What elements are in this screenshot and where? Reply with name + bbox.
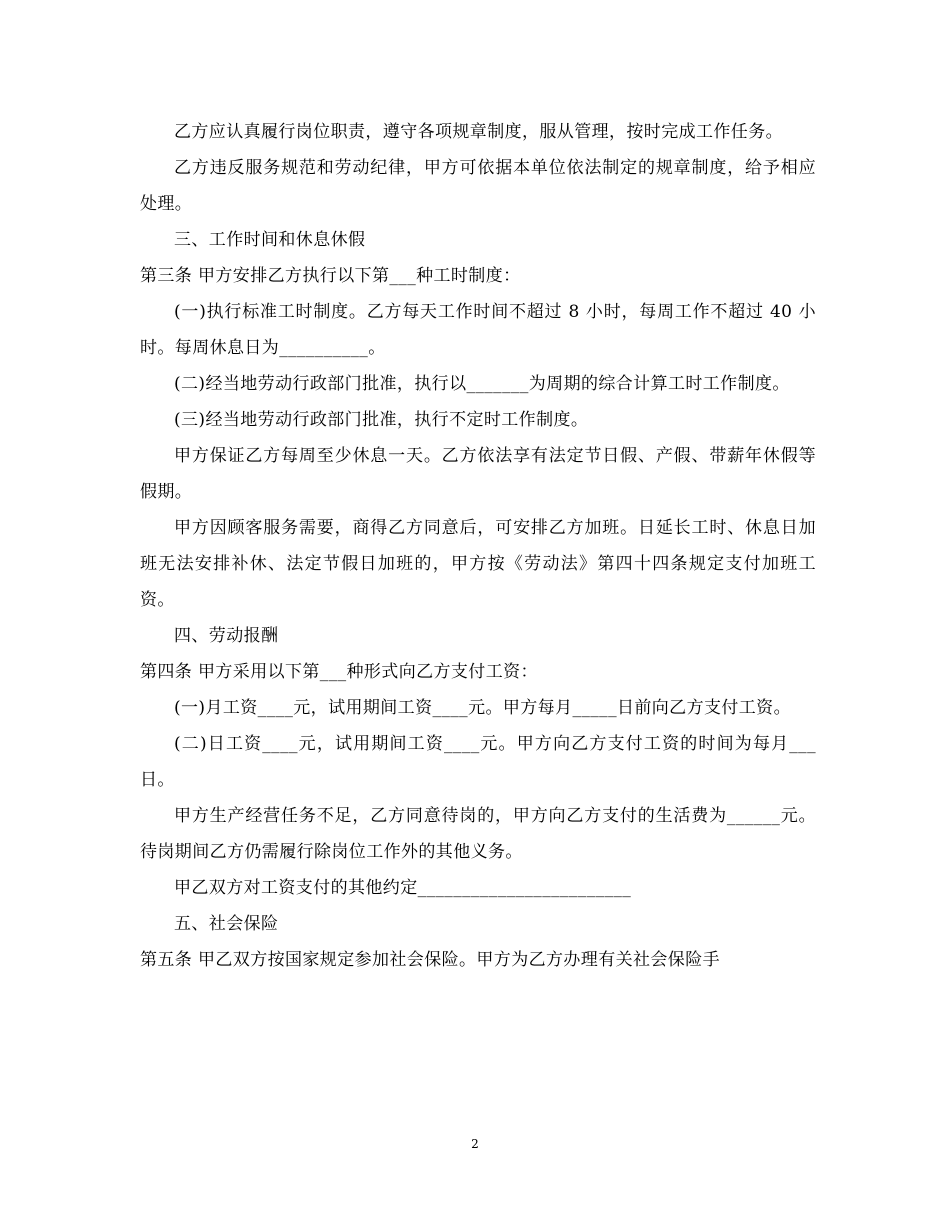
article-five: 第五条 甲乙双方按国家规定参加社会保险。甲方为乙方办理有关社会保险手 bbox=[140, 950, 721, 970]
section-heading-remuneration: 四、劳动报酬 bbox=[174, 626, 279, 646]
paragraph-standard-hours: (一)执行标准工时制度。乙方每天工作时间不超过 8 小时，每周工作不超过 40 小时。每周休息日为__________。 bbox=[140, 302, 816, 358]
paragraph-overtime: 甲方因顾客服务需要，商得乙方同意后，可安排乙方加班。日延长工时、休息日加班无法安排补休、法定节假日加班的，甲方按《劳动法》第四十四条规定支付加班工资。 bbox=[140, 518, 816, 610]
document-body bbox=[140, 114, 816, 978]
paragraph-flexible-hours: (三)经当地劳动行政部门批准，执行不定时工作制度。 bbox=[174, 410, 589, 430]
section-heading-work-hours: 三、工作时间和休息休假 bbox=[174, 230, 366, 250]
paragraph-comprehensive-hours: (二)经当地劳动行政部门批准，执行以_______为周期的综合计算工时工作制度。 bbox=[174, 374, 790, 394]
paragraph-duties: 乙方应认真履行岗位职责，遵守各项规章制度，服从管理，按时完成工作任务。 bbox=[174, 122, 783, 142]
page-number: 2 bbox=[471, 1137, 479, 1151]
paragraph-other-wage-terms: 甲乙双方对工资支付的其他约定________________________ bbox=[174, 878, 632, 898]
section-heading-social-insurance: 五、社会保险 bbox=[174, 914, 279, 934]
article-four: 第四条 甲方采用以下第___种形式向乙方支付工资： bbox=[140, 662, 538, 682]
article-three: 第三条 甲方安排乙方执行以下第___种工时制度： bbox=[140, 266, 521, 286]
paragraph-discipline: 乙方违反服务规范和劳动纪律，甲方可依据本单位依法制定的规章制度，给予相应处理。 bbox=[140, 158, 816, 214]
paragraph-monthly-wage: (一)月工资____元，试用期间工资____元。甲方每月_____日前向乙方支付工资。 bbox=[174, 698, 791, 718]
paragraph-standby-allowance: 甲方生产经营任务不足，乙方同意待岗的，甲方向乙方支付的生活费为______元。待岗期间乙方仍需履行除岗位工作外的其他义务。 bbox=[140, 806, 816, 862]
paragraph-daily-wage: (二)日工资____元，试用期间工资____元。甲方向乙方支付工资的时间为每月___日。 bbox=[140, 734, 816, 790]
paragraph-rest-days: 甲方保证乙方每周至少休息一天。乙方依法享有法定节日假、产假、带薪年休假等假期。 bbox=[140, 446, 816, 502]
